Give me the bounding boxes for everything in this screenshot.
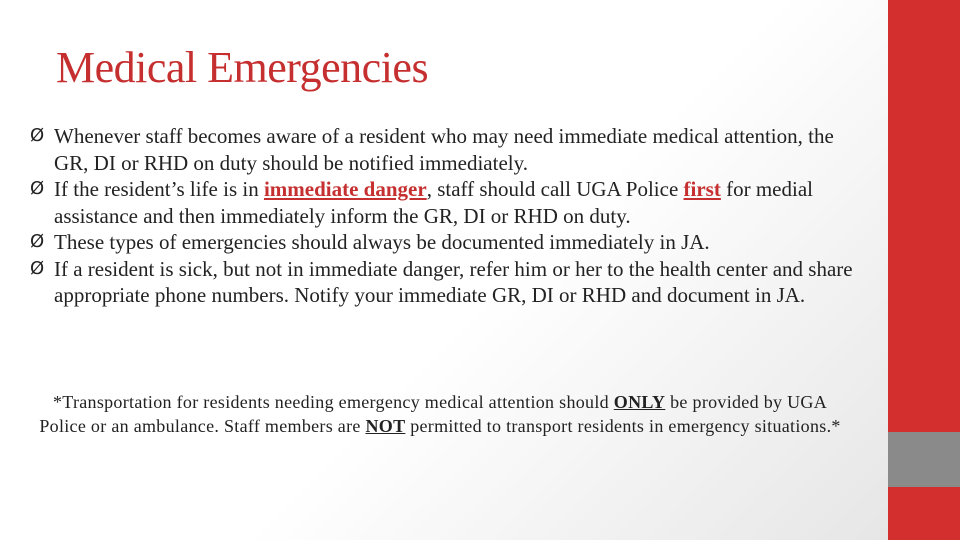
bullet-text: Whenever staff becomes aware of a resident who may need immediate medical attention, the GR, DI or RHD on duty should be notified immediately. xyxy=(54,124,834,175)
emphasis-immediate-danger: immediate danger xyxy=(263,177,427,201)
bullet-text: If a resident is sick, but not in immediate danger, refer him or her to the health center and share appropriate phone numbers. Notify your immediate GR, DI or RHD and document in JA. xyxy=(54,256,853,307)
bullet-text: If the resident’s life is in xyxy=(54,177,264,201)
arrow-bullet-icon: Ø xyxy=(30,231,45,252)
bullet-item xyxy=(30,123,860,176)
arrow-bullet-icon: Ø xyxy=(30,257,45,279)
sidebar-red-bar xyxy=(888,0,960,432)
sidebar-gray-block xyxy=(888,432,960,487)
bullet-item xyxy=(30,229,860,256)
note-text: be provided by UGA Police or an ambulance. Staff members are xyxy=(39,392,827,436)
slide-title: Medical Emergencies xyxy=(56,43,429,92)
note-emphasis-not: NOT xyxy=(365,416,406,436)
bullet-list xyxy=(30,123,860,309)
bullet-text: , staff should call UGA Police xyxy=(426,177,684,201)
bullet-text: for medial assistance and then immediately inform the GR, DI or RHD on duty. xyxy=(54,177,813,228)
arrow-bullet-icon: Ø xyxy=(30,178,45,199)
note-text: *Transportation for residents needing emergency medical attention should xyxy=(52,392,614,412)
bullet-item xyxy=(30,176,860,229)
sidebar-red-bar-bottom xyxy=(888,487,960,540)
bullet-text: These types of emergencies should always be documented immediately in JA. xyxy=(54,230,710,254)
arrow-bullet-icon: Ø xyxy=(30,125,45,146)
bullet-item xyxy=(30,256,860,309)
emphasis-first: first xyxy=(683,177,721,201)
note-text: permitted to transport residents in emergency situations.* xyxy=(405,416,841,436)
note-emphasis-only: ONLY xyxy=(613,392,666,412)
transportation-note xyxy=(30,390,850,438)
